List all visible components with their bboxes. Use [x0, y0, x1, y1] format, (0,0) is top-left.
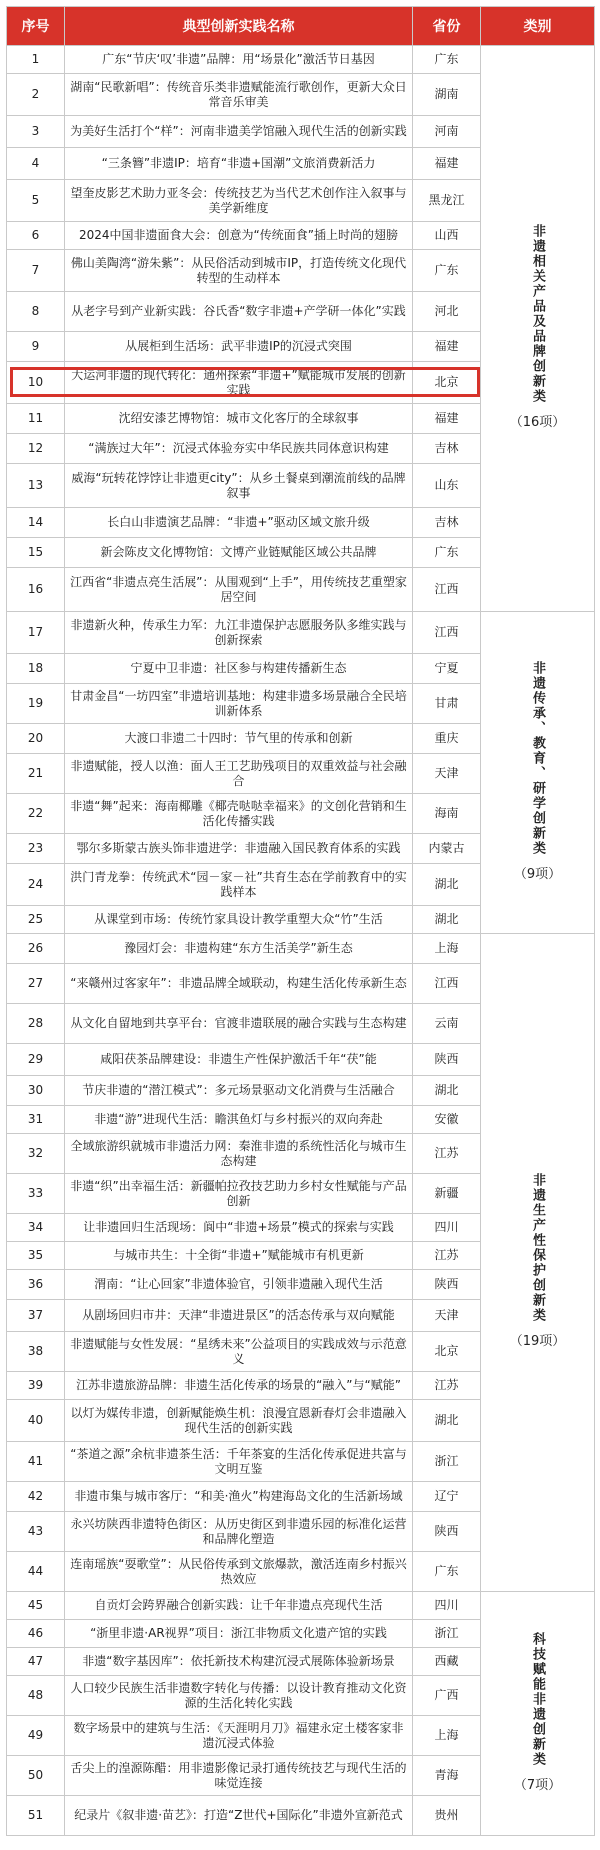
practice-name: 让非遗回归生活现场：阆中“非遗+场景”模式的探索与实践 — [65, 1214, 413, 1242]
province: 青海 — [413, 1756, 481, 1796]
practice-name: 永兴坊陕西非遗特色街区：从历史街区到非遗乐园的标准化运营和品牌化塑造 — [65, 1512, 413, 1552]
province: 黑龙江 — [413, 180, 481, 222]
province: 湖北 — [413, 864, 481, 906]
row-number: 24 — [7, 864, 65, 906]
practice-name: 从老字号到产业新实践：谷氏香“数字非遗+产学研一体化”实践 — [65, 292, 413, 332]
category-count: （7项） — [513, 1777, 562, 1793]
province: 江西 — [413, 612, 481, 654]
practice-name: 佛山美陶湾“游朱紫”：从民俗活动到城市IP，打造传统文化现代转型的生动样本 — [65, 250, 413, 292]
row-number: 30 — [7, 1076, 65, 1106]
province: 陕西 — [413, 1512, 481, 1552]
category-title: 非遗生产性保护创新类 — [530, 1173, 545, 1323]
row-number: 22 — [7, 794, 65, 834]
practice-name: 非遗市集与城市客厅：“和美·渔火”构建海岛文化的生活新场域 — [65, 1482, 413, 1512]
practice-name: 舌尖上的湟源陈醋：用非遗影像记录打通传统技艺与现代生活的味觉连接 — [65, 1756, 413, 1796]
row-number: 6 — [7, 222, 65, 250]
province: 山东 — [413, 464, 481, 508]
practice-name: 人口较少民族生活非遗数字转化与传播：以设计教育推动文化资源的生活化转化实践 — [65, 1676, 413, 1716]
row-number: 23 — [7, 834, 65, 864]
category-cell — [481, 612, 595, 934]
province: 四川 — [413, 1592, 481, 1620]
table-row — [7, 1592, 595, 1620]
province: 广东 — [413, 538, 481, 568]
province: 新疆 — [413, 1174, 481, 1214]
row-number: 26 — [7, 934, 65, 964]
province: 江西 — [413, 964, 481, 1004]
row-number: 32 — [7, 1134, 65, 1174]
practice-name: 以灯为媒传非遗，创新赋能焕生机：浪漫宜恩新春灯会非遗融入现代生活的创新实践 — [65, 1400, 413, 1442]
row-number: 15 — [7, 538, 65, 568]
province: 天津 — [413, 754, 481, 794]
province: 上海 — [413, 1716, 481, 1756]
category-cell — [481, 46, 595, 612]
practice-name: 连南瑶族“耍歌堂”：从民俗传承到文旅爆款，激活连南乡村振兴热效应 — [65, 1552, 413, 1592]
practice-name: 江苏非遗旅游品牌：非遗生活化传承的场景的“融入”与“赋能” — [65, 1372, 413, 1400]
row-number: 49 — [7, 1716, 65, 1756]
province: 吉林 — [413, 508, 481, 538]
practice-name: 纪录片《叙非遗·苗艺》：打造“Z世代+国际化”非遗外宣新范式 — [65, 1796, 413, 1836]
row-number: 3 — [7, 116, 65, 148]
practice-name: 渭南：“让心回家”非遗体验官，引领非遗融入现代生活 — [65, 1270, 413, 1300]
practice-name: 非遗“织”出幸福生活：新疆帕拉孜技艺助力乡村女性赋能与产品创新 — [65, 1174, 413, 1214]
practice-name: 2024中国非遗面食大会：创意为“传统面食”插上时尚的翅膀 — [65, 222, 413, 250]
practice-name: 节庆非遗的“潜江模式”：多元场景驱动文化消费与生活融合 — [65, 1076, 413, 1106]
practice-name: 从剧场回归市井：天津“非遗进景区”的活态传承与双向赋能 — [65, 1300, 413, 1332]
row-number: 37 — [7, 1300, 65, 1332]
row-number: 5 — [7, 180, 65, 222]
province: 四川 — [413, 1214, 481, 1242]
practice-name: 新会陈皮文化博物馆：文博产业链赋能区域公共品牌 — [65, 538, 413, 568]
row-number: 7 — [7, 250, 65, 292]
practice-name: 自贡灯会跨界融合创新实践：让千年非遗点亮现代生活 — [65, 1592, 413, 1620]
row-number: 21 — [7, 754, 65, 794]
practice-name: “满族过大年”：沉浸式体验夯实中华民族共同体意识构建 — [65, 434, 413, 464]
row-number: 12 — [7, 434, 65, 464]
practice-name: 沈绍安漆艺博物馆：城市文化客厅的全球叙事 — [65, 404, 413, 434]
category-title: 非遗相关产品及品牌创新类 — [530, 224, 545, 404]
row-number: 42 — [7, 1482, 65, 1512]
province: 重庆 — [413, 724, 481, 754]
row-number: 45 — [7, 1592, 65, 1620]
row-number: 1 — [7, 46, 65, 74]
row-number: 27 — [7, 964, 65, 1004]
province: 湖南 — [413, 74, 481, 116]
practice-name: 与城市共生：十全街“非遗+”赋能城市有机更新 — [65, 1242, 413, 1270]
practice-name: 威海“玩转花饽饽让非遗更city”：从乡土餐桌到潮流前线的品牌叙事 — [65, 464, 413, 508]
row-number: 2 — [7, 74, 65, 116]
row-number: 39 — [7, 1372, 65, 1400]
row-number: 13 — [7, 464, 65, 508]
row-number: 29 — [7, 1044, 65, 1076]
row-number: 38 — [7, 1332, 65, 1372]
province: 广东 — [413, 46, 481, 74]
row-number: 9 — [7, 332, 65, 362]
row-number: 16 — [7, 568, 65, 612]
province: 北京 — [413, 362, 481, 404]
row-number: 50 — [7, 1756, 65, 1796]
row-number: 8 — [7, 292, 65, 332]
practice-name: 非遗新火种，传承生力军：九江非遗保护志愿服务队多维实践与创新探索 — [65, 612, 413, 654]
practice-name: 豫园灯会：非遗构建“东方生活美学”新生态 — [65, 934, 413, 964]
practice-name: 从展柜到生活场：武平非遗IP的沉浸式突围 — [65, 332, 413, 362]
row-number: 31 — [7, 1106, 65, 1134]
category-cell — [481, 1592, 595, 1836]
header-name: 典型创新实践名称 — [65, 7, 413, 46]
province: 福建 — [413, 332, 481, 362]
header-category: 类别 — [481, 7, 595, 46]
province: 安徽 — [413, 1106, 481, 1134]
practice-name: 江西省“非遗点亮生活展”：从围观到“上手”，用传统技艺重塑家居空间 — [65, 568, 413, 612]
category-cell — [481, 934, 595, 1592]
province: 浙江 — [413, 1442, 481, 1482]
province: 上海 — [413, 934, 481, 964]
province: 江西 — [413, 568, 481, 612]
row-number: 10 — [7, 362, 65, 404]
practice-name: 望奎皮影艺术助力亚冬会：传统技艺为当代艺术创作注入叙事与美学新维度 — [65, 180, 413, 222]
row-number: 43 — [7, 1512, 65, 1552]
row-number: 47 — [7, 1648, 65, 1676]
table-body — [7, 46, 595, 1836]
row-number: 18 — [7, 654, 65, 684]
row-number: 44 — [7, 1552, 65, 1592]
practice-name: 从课堂到市场：传统竹家具设计教学重塑大众“竹”生活 — [65, 906, 413, 934]
practice-name: 全域旅游织就城市非遗活力网：秦淮非遗的系统性活化与城市生态构建 — [65, 1134, 413, 1174]
province: 江苏 — [413, 1134, 481, 1174]
province: 贵州 — [413, 1796, 481, 1836]
practice-name: 甘肃金昌“一坊四室”非遗培训基地：构建非遗多场景融合全民培训新体系 — [65, 684, 413, 724]
practice-name: 非遗赋能，授人以渔：面人王工艺助残项目的双重效益与社会融合 — [65, 754, 413, 794]
province: 甘肃 — [413, 684, 481, 724]
practice-name: 大渡口非遗二十四时：节气里的传承和创新 — [65, 724, 413, 754]
practice-name: 广东“节庆‘叹’非遗”品牌：用“场景化”激活节日基因 — [65, 46, 413, 74]
province: 湖北 — [413, 1400, 481, 1442]
row-number: 14 — [7, 508, 65, 538]
practice-name: 宁夏中卫非遗：社区参与构建传播新生态 — [65, 654, 413, 684]
province: 山西 — [413, 222, 481, 250]
practice-name: 非遗“数字基因库”：依托新技术构建沉浸式展陈体验新场景 — [65, 1648, 413, 1676]
province: 福建 — [413, 404, 481, 434]
province: 宁夏 — [413, 654, 481, 684]
practice-name: 数字场景中的建筑与生活：《天涯明月刀》福建永定土楼客家非遗沉浸式体验 — [65, 1716, 413, 1756]
province: 河北 — [413, 292, 481, 332]
practice-name: 大运河非遗的现代转化：通州探索“非遗+”赋能城市发展的创新实践 — [65, 362, 413, 404]
practice-name: 非遗“舞”起来：海南椰雕《椰壳哒哒幸福来》的文创化营销和生活化传播实践 — [65, 794, 413, 834]
province: 福建 — [413, 148, 481, 180]
province: 浙江 — [413, 1620, 481, 1648]
header-no: 序号 — [7, 7, 65, 46]
practice-name: 洪门青龙拳：传统武术“园－家－社”共育生态在学前教育中的实践样本 — [65, 864, 413, 906]
row-number: 51 — [7, 1796, 65, 1836]
table-row — [7, 934, 595, 964]
row-number: 34 — [7, 1214, 65, 1242]
row-number: 4 — [7, 148, 65, 180]
practice-name: 咸阳茯茶品牌建设：非遗生产性保护激活千年“茯”能 — [65, 1044, 413, 1076]
row-number: 19 — [7, 684, 65, 724]
province: 湖北 — [413, 1076, 481, 1106]
province: 广西 — [413, 1676, 481, 1716]
province: 广东 — [413, 250, 481, 292]
row-number: 11 — [7, 404, 65, 434]
row-number: 48 — [7, 1676, 65, 1716]
province: 江苏 — [413, 1242, 481, 1270]
row-number: 28 — [7, 1004, 65, 1044]
row-number: 17 — [7, 612, 65, 654]
practice-table-grid — [6, 6, 595, 1836]
province: 河南 — [413, 116, 481, 148]
table-header-row — [7, 7, 595, 46]
category-count: （19项） — [509, 1334, 566, 1349]
province: 陕西 — [413, 1044, 481, 1076]
practice-name: 湖南“民歌新唱”：传统音乐类非遗赋能流行歌创作，更新大众日常音乐审美 — [65, 74, 413, 116]
province: 辽宁 — [413, 1482, 481, 1512]
row-number: 40 — [7, 1400, 65, 1442]
province: 北京 — [413, 1332, 481, 1372]
category-count: （16项） — [509, 415, 566, 430]
category-title: 非遗传承、教育、研学创新类 — [530, 660, 545, 856]
province: 江苏 — [413, 1372, 481, 1400]
province: 陕西 — [413, 1270, 481, 1300]
practice-name: 鄂尔多斯蒙古族头饰非遗进学：非遗融入国民教育体系的实践 — [65, 834, 413, 864]
header-province: 省份 — [413, 7, 481, 46]
row-number: 25 — [7, 906, 65, 934]
row-number: 20 — [7, 724, 65, 754]
practice-name: “浙里非遗·AR视界”项目：浙江非物质文化遗产馆的实践 — [65, 1620, 413, 1648]
row-number: 33 — [7, 1174, 65, 1214]
practice-name: “来赣州过客家年”：非遗品牌全域联动，构建生活化传承新生态 — [65, 964, 413, 1004]
practice-name: 为美好生活打个“样”：河南非遗美学馆融入现代生活的创新实践 — [65, 116, 413, 148]
row-number: 35 — [7, 1242, 65, 1270]
province: 西藏 — [413, 1648, 481, 1676]
province: 吉林 — [413, 434, 481, 464]
practice-name: “三条簪”非遗IP：培育“非遗+国潮”文旅消费新活力 — [65, 148, 413, 180]
row-number: 41 — [7, 1442, 65, 1482]
province: 海南 — [413, 794, 481, 834]
category-title: 科技赋能非遗创新类 — [530, 1631, 545, 1767]
province: 天津 — [413, 1300, 481, 1332]
province: 湖北 — [413, 906, 481, 934]
province: 内蒙古 — [413, 834, 481, 864]
row-number: 36 — [7, 1270, 65, 1300]
practice-name: 从文化自留地到共享平台：官渡非遗联展的融合实践与生态构建 — [65, 1004, 413, 1044]
category-count: （9项） — [513, 866, 562, 882]
practice-name: 非遗“游”进现代生活：瞻淇鱼灯与乡村振兴的双向奔赴 — [65, 1106, 413, 1134]
practice-name: “茶道之源”余杭非遗茶生活：千年茶宴的生活化传承促进共富与文明互鉴 — [65, 1442, 413, 1482]
practice-name: 非遗赋能与女性发展：“星绣未来”公益项目的实践成效与示范意义 — [65, 1332, 413, 1372]
province: 云南 — [413, 1004, 481, 1044]
province: 广东 — [413, 1552, 481, 1592]
row-number: 46 — [7, 1620, 65, 1648]
table-row — [7, 612, 595, 654]
practice-name: 长白山非遗演艺品牌：“非遗+”驱动区域文旅升级 — [65, 508, 413, 538]
practice-table — [6, 6, 594, 1844]
table-row — [7, 46, 595, 74]
